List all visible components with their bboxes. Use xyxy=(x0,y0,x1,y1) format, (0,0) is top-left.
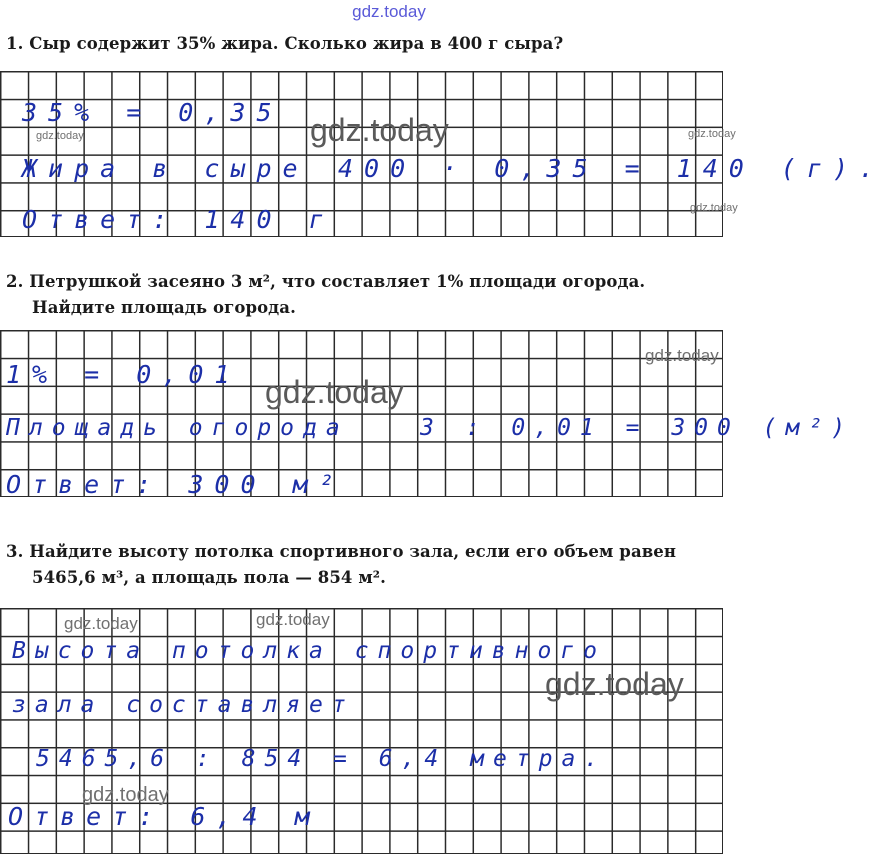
task-1-answer: Ответ: 140 г xyxy=(22,205,335,234)
watermark: gdz.today xyxy=(82,784,169,806)
watermark: gdz.today xyxy=(545,666,684,702)
task-3-answer: Ответ: 6,4 м xyxy=(8,802,321,831)
task-1-statement: 1. Сыр содержит 35% жира. Сколько жира в 400 г сыра? xyxy=(6,34,564,53)
task-2-answer: Ответ: 300 м² xyxy=(6,470,345,499)
task-1-line-2: Жира в сыре xyxy=(22,154,309,183)
watermark: gdz.today xyxy=(36,130,84,142)
task-3-line-1: Высота потолка спортивного xyxy=(12,638,607,664)
watermark: gdz.today xyxy=(645,346,719,365)
watermark: gdz.today xyxy=(265,374,404,410)
site-header-watermark: gdz.today xyxy=(352,2,426,21)
task-2-statement-line-1: 2. Петрушкой засеяно 3 м², что составляет 1% площади огорода. xyxy=(6,272,646,291)
task-2-statement-line-2: Найдите площадь огорода. xyxy=(32,298,296,317)
task-2-line-1: 1% = 0,01 xyxy=(6,360,241,389)
task-1-line-3: 400 · 0,35 = 140 (г). xyxy=(338,154,885,183)
task-3-statement-line-1: 3. Найдите высоту потолка спортивного зала, если его объем равен xyxy=(6,542,677,561)
watermark: gdz.today xyxy=(690,202,738,214)
task-3-statement-line-2: 5465,6 м³, а площадь пола — 854 м². xyxy=(32,568,386,587)
task-2-line-3: 3 : 0,01 = 300 (м²) xyxy=(420,415,855,441)
task-2-line-2: Площадь огорода xyxy=(6,415,349,441)
watermark: gdz.today xyxy=(688,128,736,140)
watermark: gdz.today xyxy=(64,614,138,633)
watermark: gdz.today xyxy=(256,610,330,629)
watermark: gdz.today xyxy=(310,112,449,148)
task-3-line-2: зала составляет xyxy=(12,692,355,718)
task-3-line-3: 5465,6 : 854 = 6,4 метра. xyxy=(36,746,608,772)
task-1-line-1: 35% = 0,35 xyxy=(22,98,283,127)
